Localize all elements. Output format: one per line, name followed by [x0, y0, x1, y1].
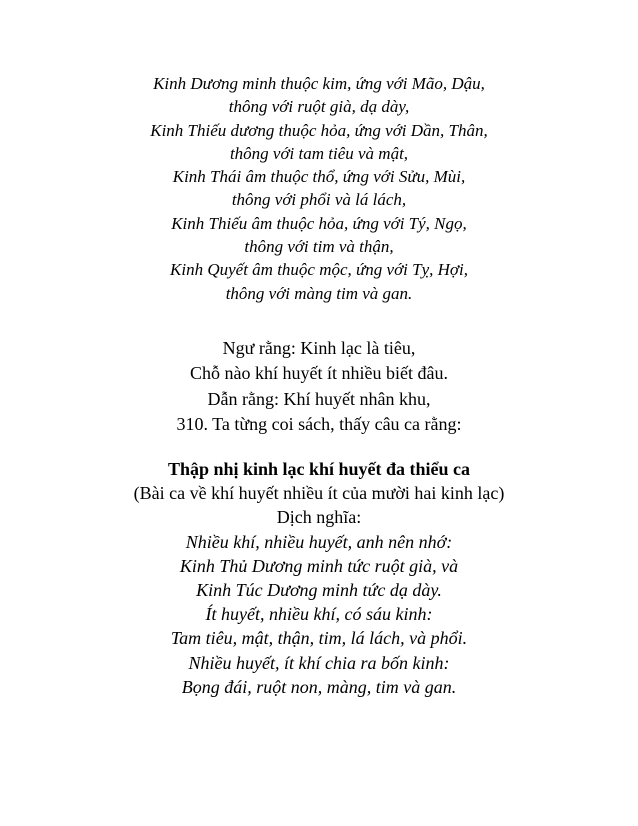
song-line: Kinh Thủ Dương minh tức ruột già, và: [179, 555, 459, 576]
song-line: Tam tiêu, mật, thận, tim, lá lách, và phổi.: [170, 628, 468, 649]
verse-block: [0, 72, 638, 305]
dialogue-line: Ngư rằng: Kinh lạc là tiêu,: [222, 338, 416, 358]
dialogue-line: 310. Ta từng coi sách, thấy câu ca rằng:: [176, 413, 462, 434]
song-line: Ít huyết, nhiều khí, có sáu kinh:: [205, 604, 433, 625]
verse-line: Kinh Dương minh thuộc kim, ứng với Mão, Dậu,: [153, 74, 485, 93]
verse-line: Kinh Thái âm thuộc thổ, ứng với Sửu, Mùi,: [172, 167, 466, 187]
song-title: Thập nhị kinh lạc khí huyết đa thiểu ca: [167, 459, 471, 479]
song-line: Nhiều huyết, ít khí chia ra bốn kinh:: [188, 652, 450, 673]
song-line: Kinh Túc Dương minh tức dạ dày.: [196, 580, 442, 601]
dialogue-line: Chỗ nào khí huyết ít nhiều biết đâu.: [190, 363, 448, 384]
song-line: Nhiều khí, nhiều huyết, anh nên nhớ:: [185, 531, 453, 552]
song-block: [0, 457, 638, 699]
translation-label: Dịch nghĩa:: [276, 507, 362, 528]
dialogue-block: [0, 336, 638, 437]
verse-line: Kinh Thiếu dương thuộc hỏa, ứng với Dần, Thân,: [150, 120, 488, 140]
verse-line: Kinh Quyết âm thuộc mộc, ứng với Tỵ, Hợi,: [170, 260, 468, 280]
verse-line: thông với tam tiêu và mật,: [229, 143, 409, 163]
verse-line: thông với ruột già, dạ dày,: [228, 97, 410, 117]
song-line: Bọng đái, ruột non, màng, tim và gan.: [181, 676, 457, 697]
dialogue-line: Dẫn rằng: Khí huyết nhân khu,: [207, 388, 431, 409]
verse-line: thông với tim và thận,: [244, 237, 394, 257]
song-subtitle: (Bài ca về khí huyết nhiều ít của mười hai kinh lạc): [133, 483, 505, 504]
verse-line: thông với màng tim và gan.: [225, 283, 413, 303]
verse-line: thông với phổi và lá lách,: [231, 190, 407, 210]
verse-line: Kinh Thiếu âm thuộc hỏa, ứng với Tý, Ngọ,: [171, 213, 467, 233]
